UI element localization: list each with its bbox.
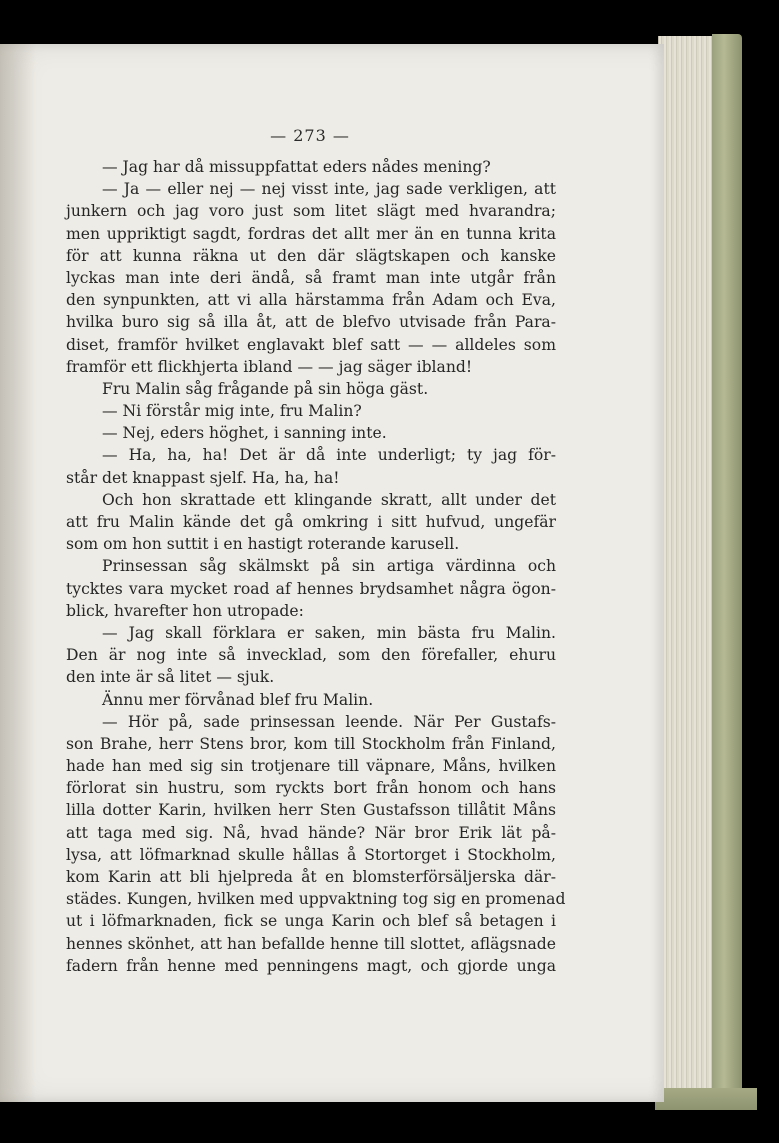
book-cover (712, 34, 742, 1110)
text-line: — Ha, ha, ha! Det är då inte underligt; ty jag för- (102, 446, 556, 465)
text-line: står det knappast sjelf. Ha, ha, ha! (66, 468, 340, 487)
text-line: kom Karin att bli hjelpreda åt en blomsterförsäljerska där- (66, 868, 556, 886)
text-line: lilla dotter Karin, hvilken herr Sten Gustafsson tillåtit Måns (66, 801, 556, 820)
text-line: lysa, att löfmarknad skulle hållas å Stortorget i Stockholm, (66, 845, 556, 864)
text-line: tycktes vara mycket road af hennes brydsamhet några ögon- (66, 579, 556, 598)
text-line: framför ett flickhjerta ibland — — jag säger ibland! (66, 357, 473, 376)
text-line: diset, framför hvilket englavakt blef satt — — alldeles som (66, 335, 556, 354)
book-page (0, 44, 664, 1102)
text-line: den inte är så litet — sjuk. (66, 668, 275, 687)
text-line: för att kunna räkna ut den där slägtskapen och kanske (66, 246, 556, 265)
text-line: hade han med sig sin trotjenare till väpnare, Måns, hvilken (66, 757, 556, 776)
text-line: Prinsessan såg skälmskt på sin artiga värdinna och (102, 557, 556, 576)
text-line: hvilka buro sig så illa åt, att de blefvo utvisade från Para- (66, 313, 556, 332)
text-line: som om hon suttit i en hastigt roterande karusell. (66, 535, 460, 554)
text-line: fadern från henne med penningens magt, och gjorde unga (66, 956, 556, 975)
text-line: Ännu mer förvånad blef fru Malin. (102, 690, 374, 709)
text-line: att taga med sig. Nå, hvad hände? När bror Erik lät på- (66, 823, 556, 842)
page-text (66, 156, 566, 977)
text-line: — Hör på, sade prinsessan leende. När Per Gustafs- (102, 712, 556, 731)
text-line: — Jag har då missuppfattat eders nådes mening? (102, 158, 491, 176)
text-line: att fru Malin kände det gå omkring i sitt hufvud, ungefär (66, 513, 556, 531)
page-edges (658, 36, 719, 1100)
text-line: förlorat sin hustru, som ryckts bort från honom och hans (66, 779, 556, 798)
text-line: — Nej, eders höghet, i sanning inte. (102, 424, 387, 443)
text-line: Fru Malin såg frågande på sin höga gäst. (102, 379, 429, 398)
text-line: ut i löfmarknaden, fick se unga Karin och blef så betagen i (66, 912, 556, 931)
text-line: Den är nog inte så invecklad, som den förefaller, ehuru (66, 646, 556, 665)
text-line: städes. Kungen, hvilken med uppvaktning tog sig en promenad (66, 890, 566, 909)
text-line: son Brahe, herr Stens bror, kom till Stockholm från Finland, (66, 734, 556, 753)
text-line: — Jag skall förklara er saken, min bästa fru Malin. (102, 623, 556, 642)
text-line: Och hon skrattade ett klingande skratt, allt under det (102, 490, 556, 509)
text-line: den synpunkten, att vi alla härstamma från Adam och Eva, (66, 291, 556, 310)
page-number: — 273 — (270, 126, 350, 145)
text-line: men uppriktigt sagdt, fordras det allt mer än en tunna krita (66, 224, 556, 243)
text-line: blick, hvarefter hon utropade: (66, 601, 304, 620)
text-line: — Ja — eller nej — nej visst inte, jag sade verkligen, att (102, 180, 556, 199)
text-line: junkern och jag voro just som litet slägt med hvarandra; (66, 202, 556, 221)
gutter-shadow (0, 44, 36, 1102)
text-line: lyckas man inte deri ändå, så framt man inte utgår från (66, 268, 556, 287)
text-line: — Ni förstår mig inte, fru Malin? (102, 402, 362, 421)
open-book (0, 36, 760, 1108)
book-cover-bottom (655, 1088, 757, 1110)
text-line: hennes skönhet, att han befallde henne till slottet, aflägsnade (66, 934, 556, 953)
